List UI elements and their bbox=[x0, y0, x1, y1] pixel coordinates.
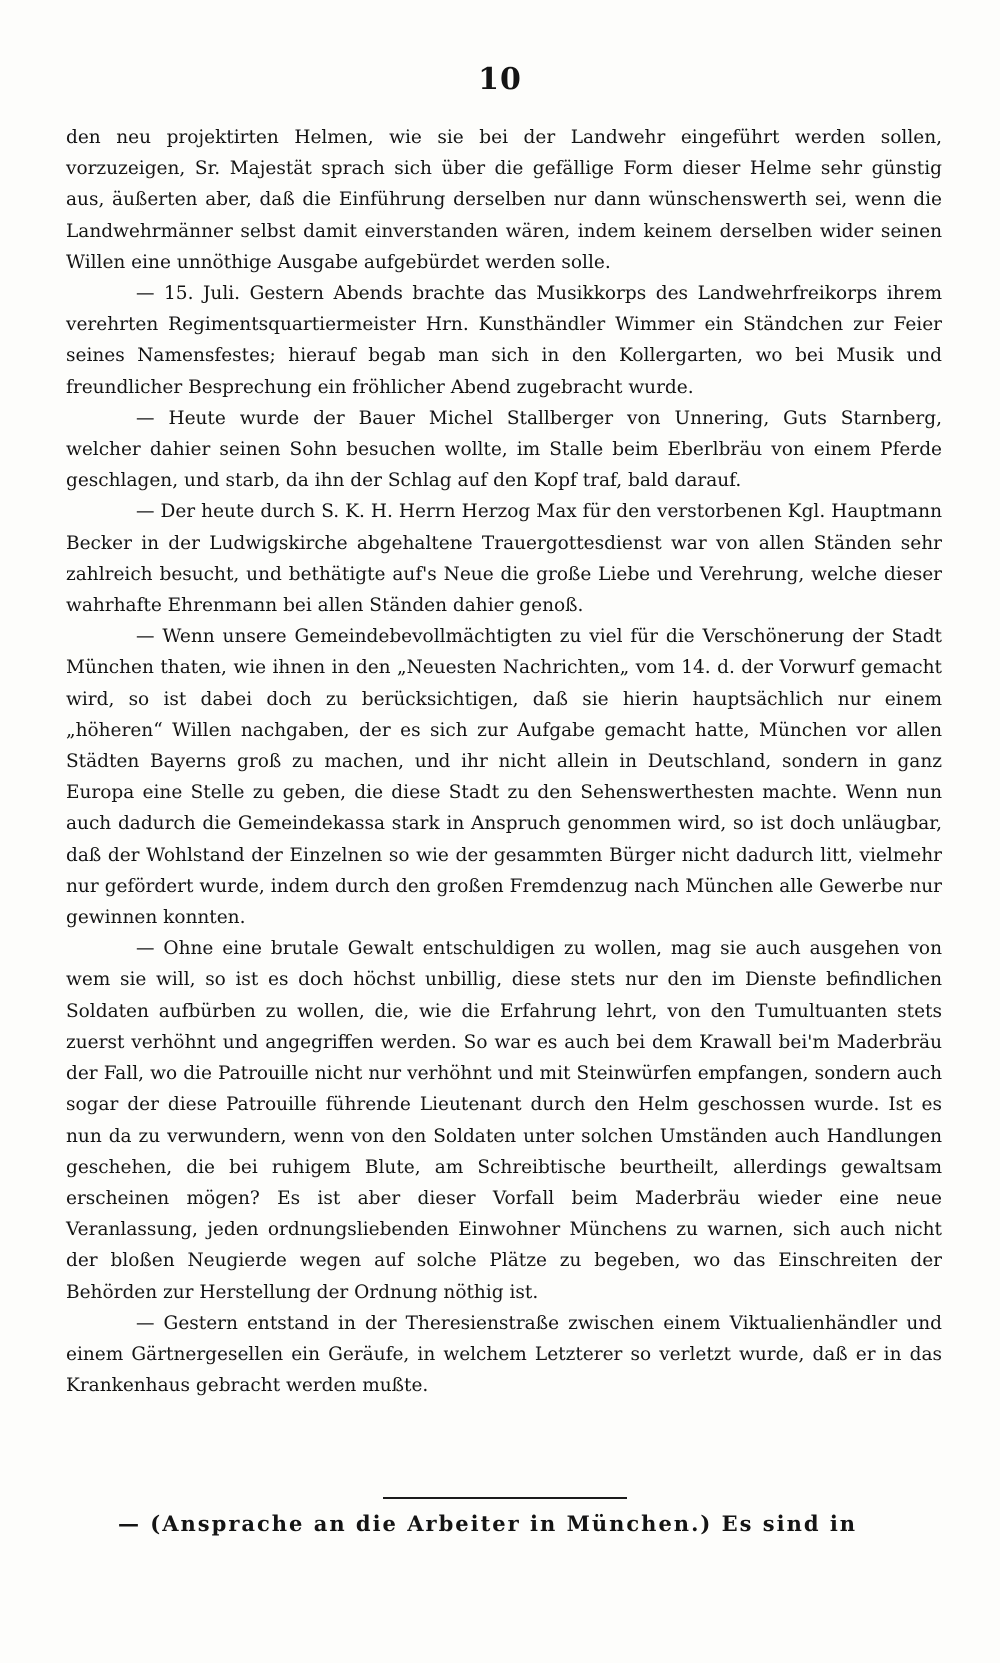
trailing-headline: — (Ansprache an die Arbeiter in München.) Es sind in bbox=[118, 1511, 858, 1536]
section-divider bbox=[383, 1497, 627, 1499]
paragraph-theresienstrasse: — Gestern entstand in der Theresienstraße zwischen einem Viktualienhändler und einem Gärtnergesellen ein Geräufe, in welchem Letzterer so verletzt wurde, daß er in das Krankenhaus gebracht werden mußte. bbox=[66, 1312, 942, 1397]
paragraph-gewalt-soldaten: — Ohne eine brutale Gewalt entschuldigen zu wollen, mag sie auch ausgehen von wem sie will, so ist es doch höchst unbillig, diese stets nur den im Dienste befindlichen Soldaten aufbürben zu wollen, die, wie die Erfahrung lehrt, von den Tumultuanten stets zuerst verhöhnt und angegriffen werden. So war es auch bei dem Krawall bei'm Maderbräu der Fall, wo die Patrouille nicht nur verhöhnt und mit Steinwürfen empfangen, sondern auch sogar der diese Patrouille führende Lieutenant durch den Helm geschossen wurde. Ist es nun da zu verwundern, wenn von den Soldaten unter solchen Umständen auch Handlungen geschehen, die bei ruhigem Blute, am Schreibtische beurtheilt, allerdings gewaltsam erscheinen mögen? Es ist aber dieser Vorfall beim Maderbräu wieder eine neue Veranlassung, jeden ordnungsliebenden Einwohner Münchens zu warnen, sich auch nicht der bloßen Neugierde wegen auf solche Plätze zu begeben, wo das Einschreiten der Behörden zur Herstellung der Ordnung nöthig ist. bbox=[66, 938, 942, 1303]
page-number: 10 bbox=[478, 62, 522, 97]
paragraph-helmets: den neu projektirten Helmen, wie sie bei der Landwehr eingeführt werden sollen, vorzuzeigen, Sr. Majestät sprach sich über die gefällige Form dieser Helme sehr günstig aus, äußerten aber, daß die Einführung derselben nur dann wünschenswerth sei, wenn die Landwehrmänner selbst damit einverstanden wären, indem keinem derselben wider seinen Willen eine unnöthige Ausgabe aufgebürdet werden solle. bbox=[66, 127, 942, 273]
paragraph-bauer-stallberger: — Heute wurde der Bauer Michel Stallberger von Unnering, Guts Starnberg, welcher dahier seinen Sohn besuchen wollte, im Stalle beim Eberlbräu von einem Pferde geschlagen, und starb, da ihn der Schlag auf den Kopf traf, bald darauf. bbox=[66, 407, 942, 492]
paragraph-trauergottesdienst: — Der heute durch S. K. H. Herrn Herzog Max für den verstorbenen Kgl. Hauptmann Becker in der Ludwigskirche abgehaltene Trauergottesdienst war von allen Ständen sehr zahlreich besucht, und bethätigte auf's Neue die große Liebe und Verehrung, welche dieser wahrhafte Ehrenmann bei allen Ständen dahier genoß. bbox=[66, 501, 942, 617]
paragraph-gemeindebevollmaechtigte: — Wenn unsere Gemeindebevollmächtigten zu viel für die Verschönerung der Stadt München thaten, wie ihnen in den „Neuesten Nachrichten„ vom 14. d. der Vorwurf gemacht wird, so ist dabei doch zu berücksichtigen, daß sie hierin hauptsächlich nur einem „höheren“ Willen nachgaben, der es sich zur Aufgabe gemacht hatte, München vor allen Städten Bayerns groß zu machen, und ihr nicht allein in Deutschland, sondern in ganz Europa eine Stelle zu geben, die diese Stadt zu den Sehenswerthesten machte. Wenn nun auch dadurch die Gemeindekassa stark in Anspruch genommen wird, so ist doch unläugbar, daß der Wohlstand der Einzelnen so wie der gesammten Bürger nicht dadurch litt, vielmehr nur gefördert wurde, indem durch den großen Fremdenzug nach München alle Gewerbe nur gewinnen konnten. bbox=[66, 626, 942, 929]
article-body bbox=[66, 122, 942, 1401]
paragraph-musikkorps: — 15. Juli. Gestern Abends brachte das Musikkorps des Landwehrfreikorps ihrem verehrten Regimentsquartiermeister Hrn. Kunsthändler Wimmer ein Ständchen zur Feier seines Namensfestes; hierauf begab man sich in den Kollergarten, wo bei Musik und freundlicher Besprechung ein fröhlicher Abend zugebracht wurde. bbox=[66, 283, 942, 398]
